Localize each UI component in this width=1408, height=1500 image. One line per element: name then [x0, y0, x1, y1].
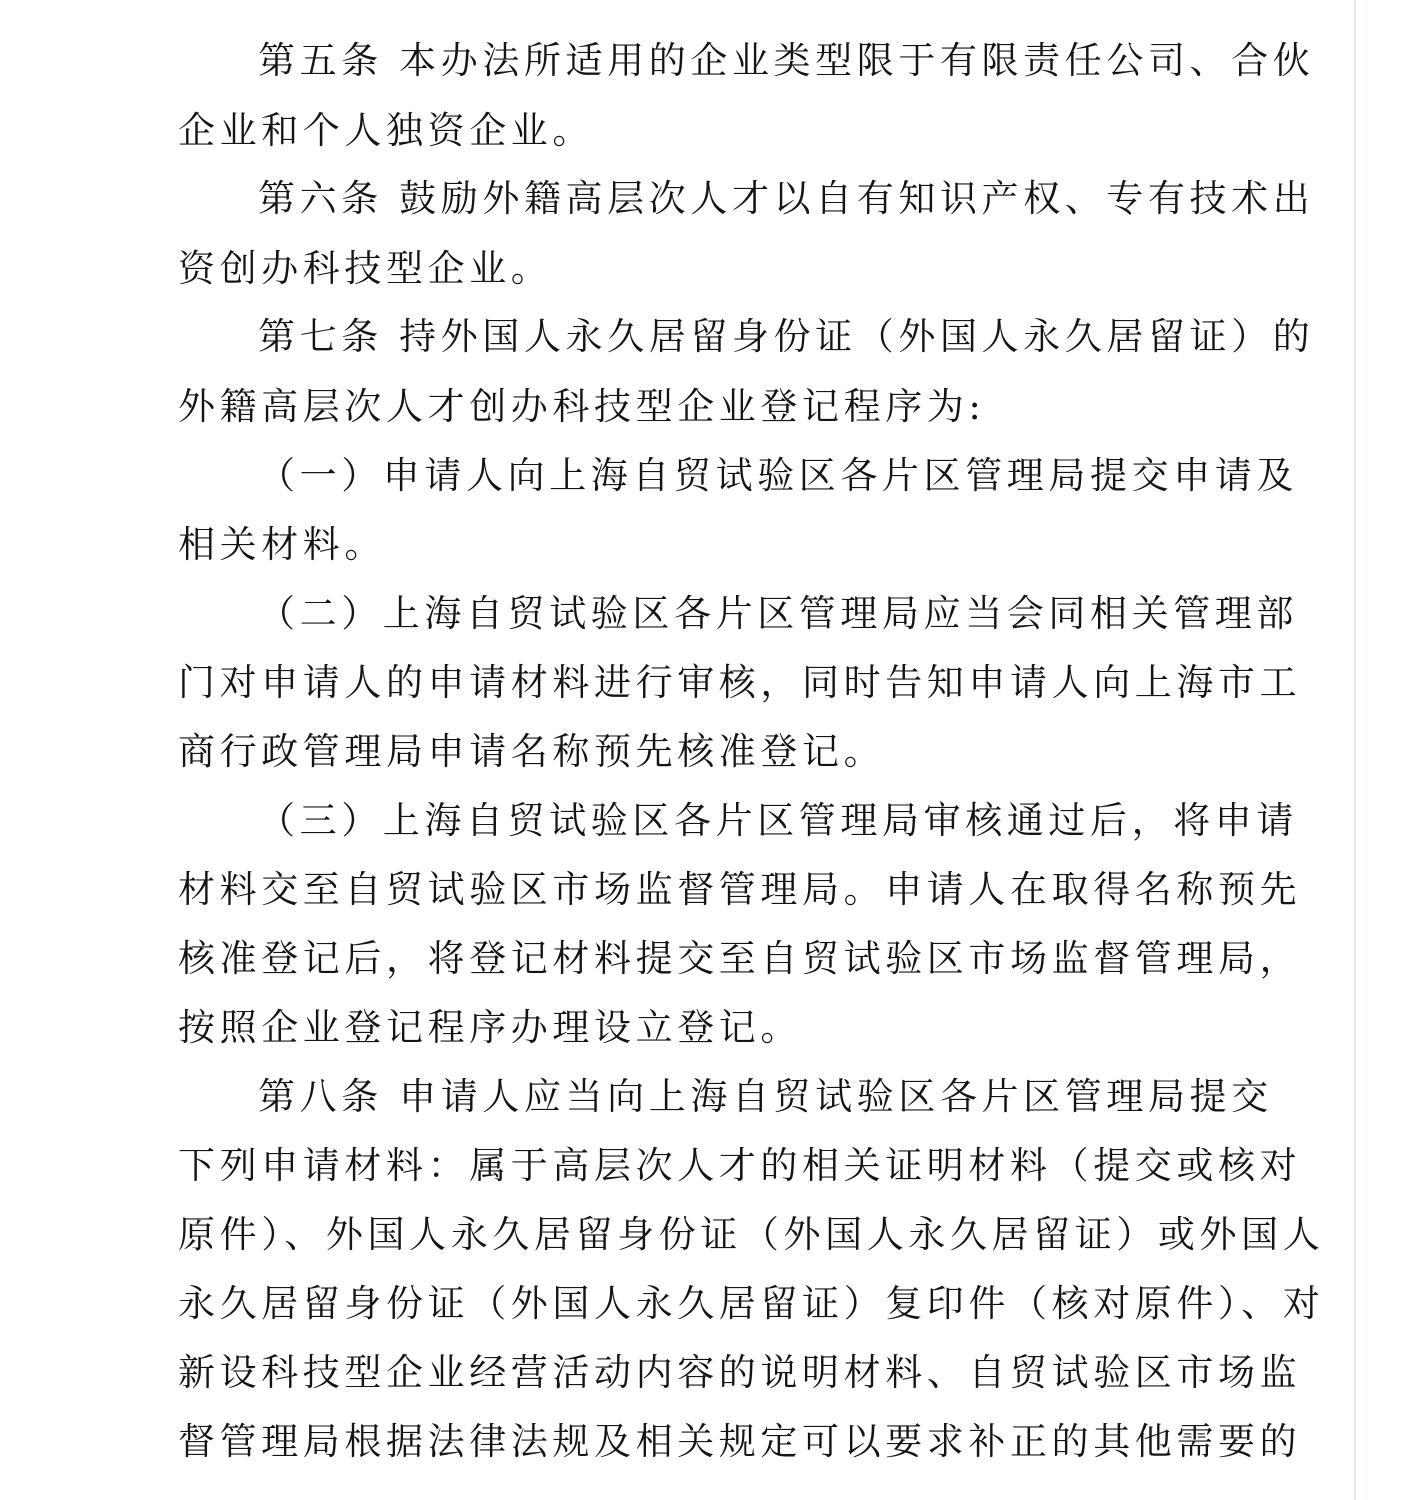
text-line: （三）上海自贸试验区各片区管理局审核通过后，将申请	[258, 799, 1298, 842]
text-line: （二）上海自贸试验区各片区管理局应当会同相关管理部	[258, 592, 1298, 635]
text-line: 新设科技型企业经营活动内容的说明材料、自贸试验区市场监	[178, 1351, 1302, 1394]
text-line: 企业和个人独资企业。	[178, 109, 594, 152]
text-line: 第八条 申请人应当向上海自贸试验区各片区管理局提交	[258, 1075, 1273, 1118]
text-line: 第五条 本办法所适用的企业类型限于有限责任公司、合伙	[258, 39, 1315, 82]
text-line: 原件）、外国人永久居留身份证（外国人永久居留证）或外国人	[178, 1213, 1325, 1256]
text-line: 督管理局根据法律法规及相关规定可以要求补正的其他需要的	[178, 1420, 1302, 1463]
text-line: 下列申请材料：属于高层次人才的相关证明材料（提交或核对	[178, 1144, 1302, 1187]
text-line: （一）申请人向上海自贸试验区各片区管理局提交申请及	[258, 454, 1298, 497]
text-line: 材料交至自贸试验区市场监督管理局。申请人在取得名称预先	[178, 868, 1302, 911]
text-line: 门对申请人的申请材料进行审核，同时告知申请人向上海市工	[178, 661, 1302, 704]
text-line: 商行政管理局申请名称预先核准登记。	[178, 730, 886, 773]
text-line: 永久居留身份证（外国人永久居留证）复印件（核对原件）、对	[178, 1282, 1325, 1325]
text-line: 第七条 持外国人永久居留身份证（外国人永久居留证）的	[258, 315, 1315, 358]
text-line: 按照企业登记程序办理设立登记。	[178, 1006, 802, 1049]
text-line: 资创办科技型企业。	[178, 247, 553, 290]
text-line: 相关材料。	[178, 523, 386, 566]
text-line: 第六条 鼓励外籍高层次人才以自有知识产权、专有技术出	[258, 177, 1315, 220]
text-line: 核准登记后，将登记材料提交至自贸试验区市场监督管理局，	[178, 937, 1302, 980]
text-line: 外籍高层次人才创办科技型企业登记程序为:	[178, 385, 986, 428]
